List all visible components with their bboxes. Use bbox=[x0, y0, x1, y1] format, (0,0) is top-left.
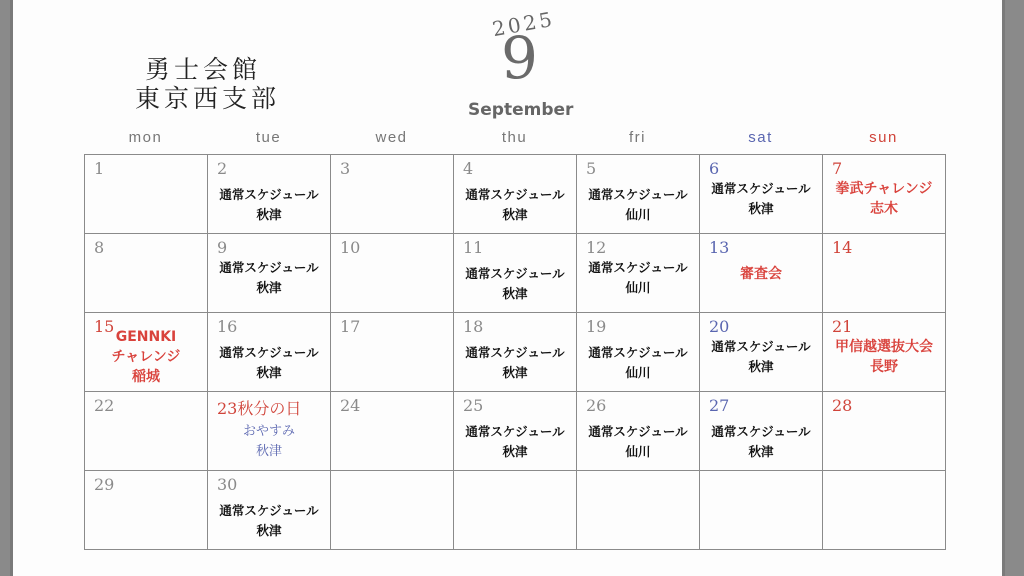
weekday-sat: sat bbox=[748, 129, 773, 146]
event-text bbox=[577, 422, 699, 462]
event-text bbox=[823, 179, 945, 219]
weekday-tue: tue bbox=[255, 129, 282, 146]
event-location: 秋津 bbox=[748, 444, 774, 459]
day-cell[interactable] bbox=[331, 234, 454, 313]
day-number: 7 bbox=[832, 159, 843, 178]
day-cell[interactable] bbox=[577, 392, 700, 471]
event-title: おやすみ bbox=[242, 424, 295, 439]
day-number: 6 bbox=[709, 159, 720, 178]
event-location: 秋津 bbox=[502, 444, 528, 459]
event-title: 通常スケジュール bbox=[219, 187, 319, 202]
event-text bbox=[700, 179, 822, 219]
month-number: 9 bbox=[501, 24, 538, 92]
day-cell[interactable] bbox=[85, 155, 208, 234]
day-cell[interactable] bbox=[577, 155, 700, 234]
day-number: 11 bbox=[463, 238, 484, 257]
day-cell[interactable] bbox=[700, 313, 823, 392]
weekday-mon: mon bbox=[128, 129, 163, 146]
day-number: 1 bbox=[94, 159, 105, 178]
week-row bbox=[85, 392, 946, 471]
day-number bbox=[217, 396, 301, 419]
event-text bbox=[577, 258, 699, 298]
weekday-thu: thu bbox=[501, 129, 528, 146]
day-number: 10 bbox=[340, 238, 361, 257]
event-text bbox=[208, 501, 330, 541]
day-cell[interactable] bbox=[85, 392, 208, 471]
calendar-grid bbox=[84, 154, 946, 550]
day-number: 3 bbox=[340, 159, 351, 178]
day-cell[interactable] bbox=[331, 155, 454, 234]
event-title: GENNKI bbox=[115, 329, 177, 345]
day-cell[interactable] bbox=[85, 234, 208, 313]
day-cell[interactable] bbox=[823, 234, 946, 313]
event-title: 通常スケジュール bbox=[465, 266, 565, 281]
day-cell bbox=[454, 471, 577, 550]
day-cell[interactable] bbox=[208, 313, 331, 392]
event-text bbox=[454, 422, 576, 462]
year-text: 2025 bbox=[490, 6, 557, 42]
day-number: 25 bbox=[463, 396, 484, 415]
event-location: 仙川 bbox=[625, 207, 651, 222]
week-row bbox=[85, 471, 946, 550]
day-cell[interactable] bbox=[85, 313, 208, 392]
day-number: 2 bbox=[217, 159, 228, 178]
day-number: 8 bbox=[94, 238, 105, 257]
org-name-line1: 勇士会館 bbox=[145, 55, 262, 84]
event-title: 通常スケジュール bbox=[588, 345, 688, 360]
day-number-value: 23 bbox=[217, 399, 238, 418]
org-name-line2: 東京西支部 bbox=[135, 84, 281, 113]
day-cell bbox=[577, 471, 700, 550]
weekday-fri: fri bbox=[629, 129, 646, 146]
event-location: 秋津 bbox=[502, 207, 528, 222]
event-location: 仙川 bbox=[625, 365, 651, 380]
day-cell[interactable] bbox=[208, 471, 331, 550]
day-number: 13 bbox=[709, 238, 730, 257]
day-cell[interactable] bbox=[823, 313, 946, 392]
week-row bbox=[85, 155, 946, 234]
event-text bbox=[823, 337, 945, 377]
day-cell[interactable] bbox=[823, 392, 946, 471]
day-cell[interactable] bbox=[331, 313, 454, 392]
event-title: 通常スケジュール bbox=[588, 260, 688, 275]
day-cell[interactable] bbox=[454, 392, 577, 471]
event-title: 拳武チャレンジ bbox=[835, 181, 933, 197]
day-number: 17 bbox=[340, 317, 361, 336]
event-title: 通常スケジュール bbox=[588, 187, 688, 202]
day-number: 5 bbox=[586, 159, 597, 178]
day-number: 24 bbox=[340, 396, 361, 415]
event-location: 志木 bbox=[870, 201, 898, 217]
day-cell[interactable] bbox=[331, 392, 454, 471]
day-cell[interactable] bbox=[454, 155, 577, 234]
week-row bbox=[85, 313, 946, 392]
event-location: 長野 bbox=[870, 359, 898, 375]
event-location: 秋津 bbox=[256, 207, 282, 222]
event-text bbox=[700, 264, 822, 284]
event-title: 甲信越選抜大会 bbox=[835, 339, 933, 355]
event-text bbox=[208, 185, 330, 225]
event-location: 秋津 bbox=[256, 365, 282, 380]
event-title: 通常スケジュール bbox=[219, 260, 319, 275]
day-number: 30 bbox=[217, 475, 238, 494]
event-location: 秋津 bbox=[748, 359, 774, 374]
day-cell[interactable] bbox=[208, 155, 331, 234]
day-number: 14 bbox=[832, 238, 853, 257]
day-cell bbox=[823, 471, 946, 550]
day-number: 28 bbox=[832, 396, 853, 415]
event-title: 通常スケジュール bbox=[219, 503, 319, 518]
day-cell[interactable] bbox=[208, 234, 331, 313]
day-number: 21 bbox=[832, 317, 853, 336]
day-cell[interactable] bbox=[700, 155, 823, 234]
day-number: 16 bbox=[217, 317, 238, 336]
event-location: 秋津 bbox=[502, 286, 528, 301]
day-cell bbox=[331, 471, 454, 550]
day-cell[interactable] bbox=[454, 313, 577, 392]
day-number: 9 bbox=[217, 238, 228, 257]
event-text bbox=[577, 185, 699, 225]
day-cell bbox=[700, 471, 823, 550]
event-text bbox=[208, 343, 330, 383]
event-location: 秋津 bbox=[502, 365, 528, 380]
day-number: 18 bbox=[463, 317, 484, 336]
event-location: 仙川 bbox=[625, 280, 651, 295]
event-title-2: チャレンジ bbox=[111, 349, 181, 365]
calendar-page bbox=[10, 0, 1005, 576]
day-cell[interactable] bbox=[85, 471, 208, 550]
day-cell[interactable] bbox=[208, 392, 331, 471]
day-cell[interactable] bbox=[577, 313, 700, 392]
event-text bbox=[700, 422, 822, 462]
day-number: 4 bbox=[463, 159, 474, 178]
event-text bbox=[577, 343, 699, 383]
holiday-name: 秋分の日 bbox=[237, 399, 302, 418]
day-cell[interactable] bbox=[823, 155, 946, 234]
event-title: 通常スケジュール bbox=[711, 424, 811, 439]
event-location: 稲城 bbox=[132, 369, 160, 385]
weekday-sun: sun bbox=[869, 129, 898, 146]
event-location: 秋津 bbox=[256, 280, 282, 295]
event-text bbox=[208, 258, 330, 298]
event-title: 通常スケジュール bbox=[465, 187, 565, 202]
event-location: 仙川 bbox=[625, 444, 651, 459]
event-title: 通常スケジュール bbox=[465, 345, 565, 360]
event-title: 通常スケジュール bbox=[711, 339, 811, 354]
event-text bbox=[454, 343, 576, 383]
day-cell[interactable] bbox=[577, 234, 700, 313]
event-title: 通常スケジュール bbox=[219, 345, 319, 360]
event-text bbox=[454, 185, 576, 225]
day-number: 22 bbox=[94, 396, 115, 415]
day-number: 27 bbox=[709, 396, 730, 415]
event-location: 秋津 bbox=[256, 523, 282, 538]
day-number: 15 bbox=[94, 317, 115, 336]
event-title: 通常スケジュール bbox=[711, 181, 811, 196]
day-number: 12 bbox=[586, 238, 607, 257]
event-location: 秋津 bbox=[255, 444, 282, 459]
week-row bbox=[85, 234, 946, 313]
day-number: 19 bbox=[586, 317, 607, 336]
day-number: 26 bbox=[586, 396, 607, 415]
event-title: 通常スケジュール bbox=[465, 424, 565, 439]
month-name: September bbox=[468, 100, 574, 120]
event-location: 秋津 bbox=[748, 201, 774, 216]
event-text bbox=[208, 422, 330, 462]
organization-name bbox=[135, 55, 280, 113]
event-text bbox=[85, 327, 207, 387]
day-number: 29 bbox=[94, 475, 115, 494]
event-text bbox=[454, 264, 576, 304]
event-text bbox=[700, 337, 822, 377]
day-number: 20 bbox=[709, 317, 730, 336]
day-cell[interactable] bbox=[700, 234, 823, 313]
event-title: 審査会 bbox=[740, 266, 782, 282]
day-cell[interactable] bbox=[454, 234, 577, 313]
weekday-wed: wed bbox=[375, 129, 408, 146]
day-cell[interactable] bbox=[700, 392, 823, 471]
event-title: 通常スケジュール bbox=[588, 424, 688, 439]
